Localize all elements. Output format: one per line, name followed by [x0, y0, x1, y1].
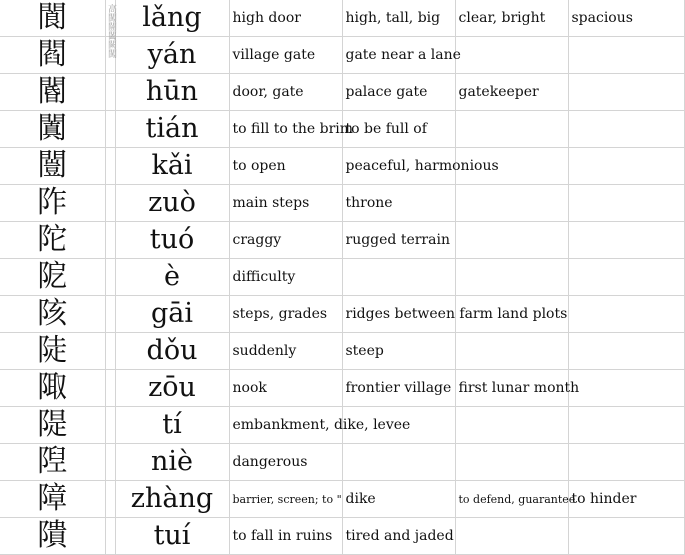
note-cell[interactable]	[105, 111, 115, 148]
meaning-cell[interactable]: tired and jaded	[342, 518, 455, 555]
character-cell[interactable]: 闐	[0, 111, 105, 148]
pinyin-cell[interactable]: tuí	[115, 518, 229, 555]
meaning-cell[interactable]: to be full of	[342, 111, 455, 148]
note-cell[interactable]	[105, 370, 115, 407]
meaning-cell[interactable]: to fill to the brim	[229, 111, 342, 148]
meaning-cell[interactable]: to open	[229, 148, 342, 185]
meaning-cell[interactable]	[455, 185, 568, 222]
pinyin-cell[interactable]: gāi	[115, 296, 229, 333]
character-cell[interactable]: 陔	[0, 296, 105, 333]
meaning-cell[interactable]	[568, 185, 684, 222]
meaning-cell[interactable]	[568, 518, 684, 555]
meaning-cell[interactable]: peaceful, harmonious	[342, 148, 455, 185]
meaning-cell[interactable]: high door	[229, 0, 342, 37]
meaning-cell[interactable]: frontier village	[342, 370, 455, 407]
note-cell[interactable]	[105, 74, 115, 111]
note-cell[interactable]	[105, 333, 115, 370]
table-row	[0, 444, 684, 481]
note-cell[interactable]	[105, 222, 115, 259]
character-cell[interactable]: 陬	[0, 370, 105, 407]
meaning-cell[interactable]: dangerous	[229, 444, 342, 481]
meaning-cell[interactable]	[568, 407, 684, 444]
table-row	[0, 296, 684, 333]
meaning-cell[interactable]: door, gate	[229, 74, 342, 111]
table-row	[0, 74, 684, 111]
table-row	[0, 333, 684, 370]
note-cell[interactable]	[105, 481, 115, 518]
character-cell[interactable]: 隤	[0, 518, 105, 555]
table-row	[0, 185, 684, 222]
meaning-cell[interactable]: first lunar month	[455, 370, 568, 407]
meaning-cell[interactable]: palace gate	[342, 74, 455, 111]
note-text: 高闖闓闔闕闖	[107, 4, 117, 58]
meaning-cell[interactable]	[455, 111, 568, 148]
meaning-cell[interactable]	[455, 407, 568, 444]
meaning-cell[interactable]: main steps	[229, 185, 342, 222]
character-cell[interactable]: 阸	[0, 259, 105, 296]
character-cell[interactable]: 陡	[0, 333, 105, 370]
pinyin-cell[interactable]: tí	[115, 407, 229, 444]
meaning-cell[interactable]: throne	[342, 185, 455, 222]
character-cell[interactable]: 障	[0, 481, 105, 518]
table-row	[0, 148, 684, 185]
meaning-cell[interactable]: to defend, guarantee	[455, 481, 568, 518]
meaning-cell[interactable]: high, tall, big	[342, 0, 455, 37]
table-row	[0, 259, 684, 296]
pinyin-cell[interactable]: tián	[115, 111, 229, 148]
meaning-cell[interactable]: gate near a lane	[342, 37, 455, 74]
meaning-cell[interactable]	[568, 333, 684, 370]
pinyin-cell[interactable]: hūn	[115, 74, 229, 111]
character-cell[interactable]: 闓	[0, 148, 105, 185]
meaning-cell[interactable]: barrier, screen; to "	[229, 481, 342, 518]
meaning-cell[interactable]	[455, 222, 568, 259]
meaning-cell[interactable]: to fall in ruins	[229, 518, 342, 555]
pinyin-cell[interactable]: zōu	[115, 370, 229, 407]
table-row	[0, 37, 684, 74]
table-row	[0, 222, 684, 259]
character-cell[interactable]: 隉	[0, 444, 105, 481]
character-cell[interactable]: 閬	[0, 0, 105, 37]
note-cell[interactable]	[105, 296, 115, 333]
table-row	[0, 518, 684, 555]
meaning-cell[interactable]: gatekeeper	[455, 74, 568, 111]
meaning-cell[interactable]	[568, 444, 684, 481]
character-cell[interactable]: 阼	[0, 185, 105, 222]
meaning-cell[interactable]	[568, 37, 684, 74]
meaning-cell[interactable]	[568, 148, 684, 185]
meaning-cell[interactable]: embankment, dike, levee	[229, 407, 342, 444]
table-row	[0, 0, 684, 37]
note-cell[interactable]	[105, 444, 115, 481]
note-cell[interactable]	[105, 407, 115, 444]
meaning-cell[interactable]: steep	[342, 333, 455, 370]
note-cell[interactable]	[105, 185, 115, 222]
meaning-cell[interactable]	[455, 444, 568, 481]
table-row	[0, 481, 684, 518]
pinyin-cell[interactable]: è	[115, 259, 229, 296]
meaning-cell[interactable]	[568, 222, 684, 259]
meaning-cell[interactable]: suddenly	[229, 333, 342, 370]
meaning-cell[interactable]: ridges between farm land plots	[342, 296, 455, 333]
meaning-cell[interactable]	[455, 518, 568, 555]
character-cell[interactable]: 閻	[0, 37, 105, 74]
meaning-cell[interactable]	[342, 444, 455, 481]
meaning-cell[interactable]	[342, 259, 455, 296]
meaning-cell[interactable]: nook	[229, 370, 342, 407]
meaning-cell[interactable]	[455, 37, 568, 74]
meaning-cell[interactable]: dike	[342, 481, 455, 518]
meaning-cell[interactable]: village gate	[229, 37, 342, 74]
pinyin-cell[interactable]: zhàng	[115, 481, 229, 518]
meaning-cell[interactable]: to hinder	[568, 481, 684, 518]
pinyin-cell[interactable]: yán	[115, 37, 229, 74]
meaning-cell[interactable]	[455, 333, 568, 370]
character-cell[interactable]: 閽	[0, 74, 105, 111]
meaning-cell[interactable]: craggy	[229, 222, 342, 259]
character-cell[interactable]: 隄	[0, 407, 105, 444]
character-cell[interactable]: 陀	[0, 222, 105, 259]
pinyin-cell[interactable]: kǎi	[115, 148, 229, 185]
pinyin-cell[interactable]: dǒu	[115, 333, 229, 370]
table-row	[0, 111, 684, 148]
meaning-cell[interactable]: spacious	[568, 0, 684, 37]
pinyin-cell[interactable]: niè	[115, 444, 229, 481]
note-cell[interactable]	[105, 148, 115, 185]
meaning-cell[interactable]	[568, 296, 684, 333]
table-row	[0, 370, 684, 407]
meaning-cell[interactable]: rugged terrain	[342, 222, 455, 259]
table-row	[0, 407, 684, 444]
meaning-cell[interactable]	[568, 259, 684, 296]
note-cell[interactable]	[105, 259, 115, 296]
pinyin-cell[interactable]: zuò	[115, 185, 229, 222]
meaning-cell[interactable]: clear, bright	[455, 0, 568, 37]
pinyin-cell[interactable]: lǎng	[115, 0, 229, 37]
meaning-cell[interactable]: difficulty	[229, 259, 342, 296]
meaning-cell[interactable]	[455, 259, 568, 296]
meaning-cell[interactable]	[568, 111, 684, 148]
meaning-cell[interactable]	[568, 370, 684, 407]
note-cell[interactable]	[105, 518, 115, 555]
meaning-cell[interactable]: steps, grades	[229, 296, 342, 333]
pinyin-cell[interactable]: tuó	[115, 222, 229, 259]
meaning-cell[interactable]	[568, 74, 684, 111]
